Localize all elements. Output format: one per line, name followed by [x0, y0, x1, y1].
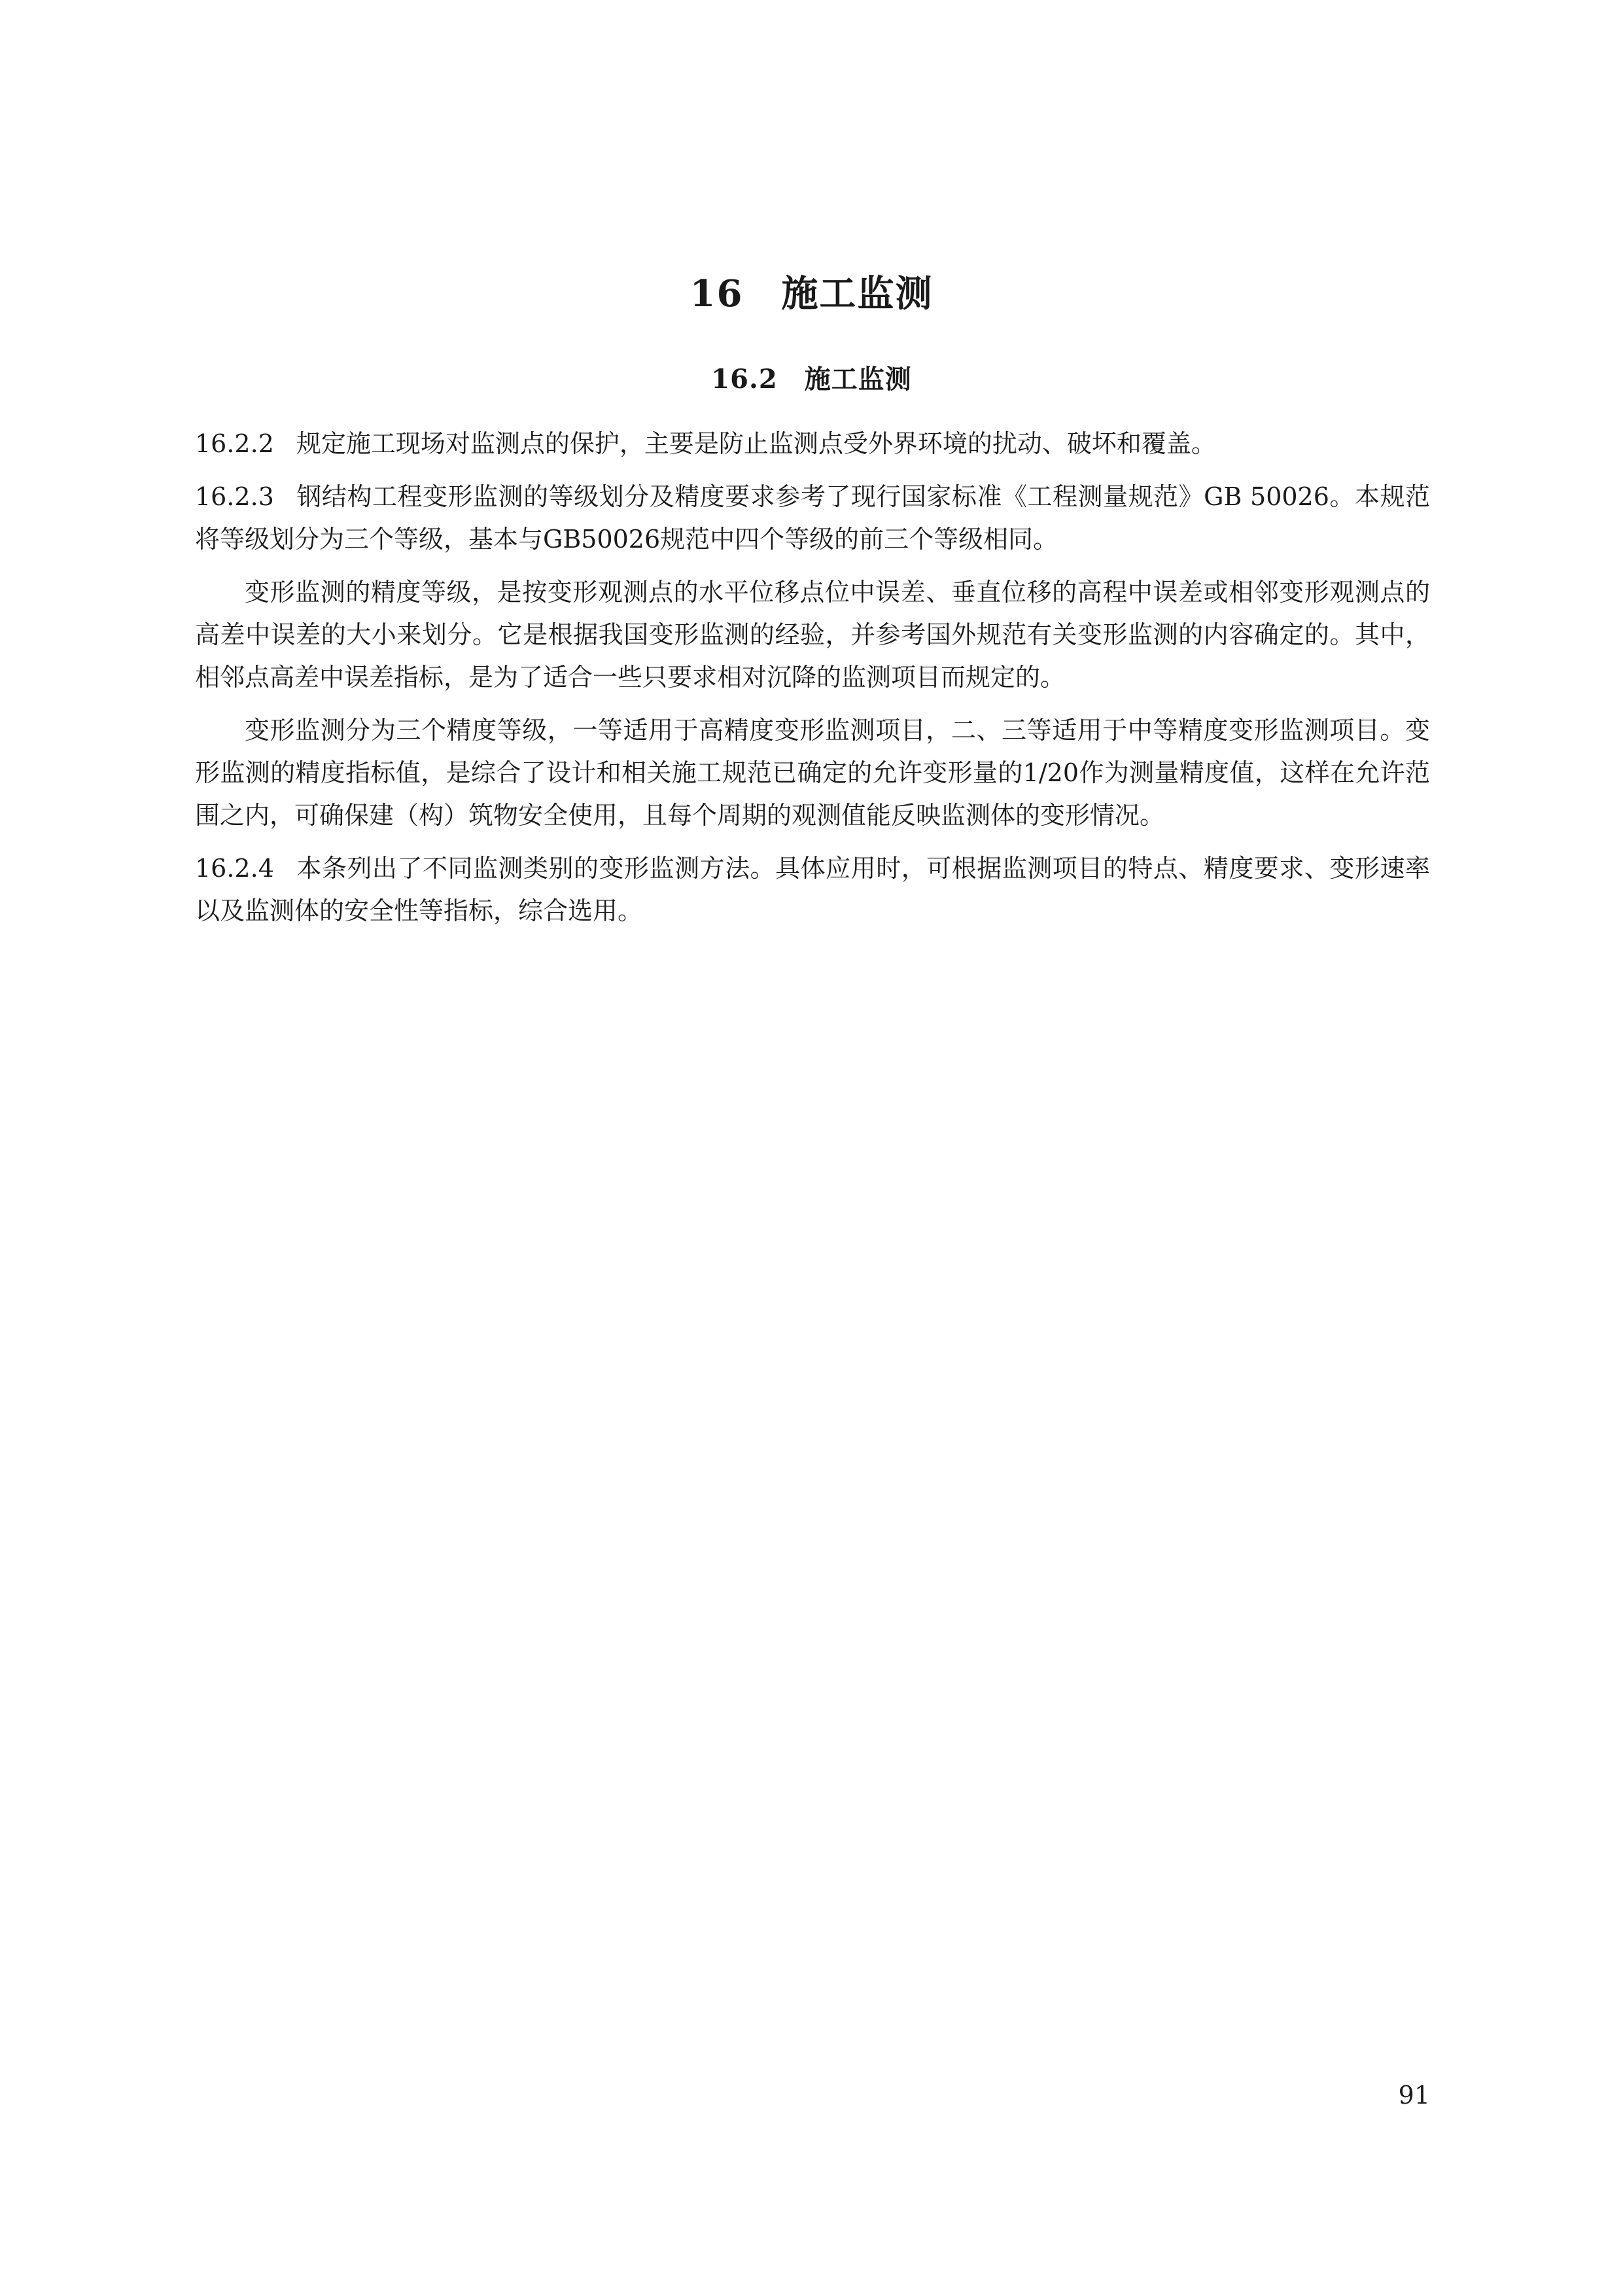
- clause-number: 16.2.4: [195, 854, 274, 883]
- chapter-title: 16 施工监测: [689, 272, 934, 315]
- clause-16-2-3: [195, 476, 1430, 561]
- clause-number: 16.2.2: [195, 429, 274, 458]
- body-paragraph: 变形监测的精度等级，是按变形观测点的水平位移点位中误差、垂直位移的高程中误差或相邻变形观测点的高差中误差的大小来划分。它是根据我国变形监测的经验，并参考国外规范有关变形监测的内容确定的。其中，相邻点高差中误差指标，是为了适合一些只要求相对沉降的监测项目而规定的。: [195, 578, 1430, 692]
- body-paragraph: 变形监测分为三个精度等级，一等适用于高精度变形监测项目，二、三等适用于中等精度变形监测项目。变形监测的精度指标值，是综合了设计和相关施工规范已确定的允许变形量的1/20作为测量精度值，这样在允许范围之内，可确保建（构）筑物安全使用，且每个周期的观测值能反映监测体的变形情况。: [195, 716, 1430, 830]
- clause-text: 规定施工现场对监测点的保护，主要是防止监测点受外界环境的扰动、破坏和覆盖。: [296, 429, 1216, 458]
- page-number: 91: [1398, 2081, 1430, 2110]
- clause-16-2-4: [195, 847, 1430, 932]
- document-body: [195, 423, 1430, 943]
- clause-text: 钢结构工程变形监测的等级划分及精度要求参考了现行国家标准《工程测量规范》GB 50026。本规范将等级划分为三个等级，基本与GB50026规范中四个等级的前三个等级相同。: [195, 482, 1430, 554]
- clause-number: 16.2.3: [195, 482, 274, 511]
- section-title: 16.2 施工监测: [711, 364, 912, 395]
- clause-text: 本条列出了不同监测类别的变形监测方法。具体应用时，可根据监测项目的特点、精度要求、变形速率以及监测体的安全性等指标，综合选用。: [195, 854, 1430, 925]
- clause-16-2-2: [195, 423, 1430, 465]
